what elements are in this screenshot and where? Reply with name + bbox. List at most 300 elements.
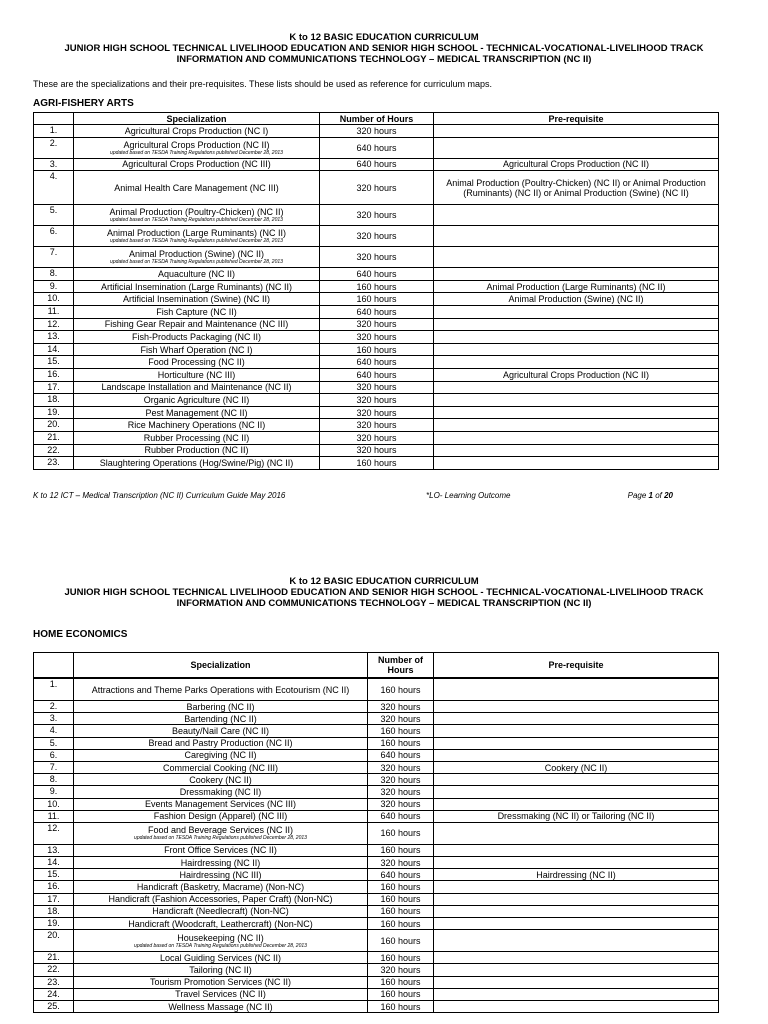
row-number: 18. bbox=[34, 394, 74, 407]
hours-cell: 640 hours bbox=[368, 869, 434, 881]
specialization-label: Dressmaking (NC II) bbox=[179, 786, 262, 797]
row-number: 7. bbox=[34, 761, 74, 773]
prerequisite-cell bbox=[434, 431, 719, 444]
header-subtitle: JUNIOR HIGH SCHOOL TECHNICAL LIVELIHOOD EDUCATION AND SENIOR HIGH SCHOOL - TECHNICAL-VOCATIONAL-LIVELIHOOD TRACK bbox=[64, 587, 704, 598]
row-number: 14. bbox=[34, 857, 74, 869]
table-row bbox=[34, 844, 719, 856]
specialization-cell bbox=[74, 930, 368, 952]
hours-cell: 320 hours bbox=[320, 247, 434, 268]
prerequisite-cell bbox=[434, 305, 719, 318]
prerequisite-cell bbox=[434, 137, 719, 158]
specialization-cell bbox=[74, 869, 368, 881]
table-row bbox=[34, 749, 719, 761]
table-row bbox=[34, 381, 719, 394]
row-number: 25. bbox=[34, 1000, 74, 1012]
prerequisite-cell bbox=[434, 964, 719, 976]
hours-cell: 320 hours bbox=[368, 701, 434, 713]
hours-cell: 320 hours bbox=[320, 318, 434, 331]
table-row bbox=[34, 444, 719, 457]
specialization-cell bbox=[74, 331, 320, 344]
prerequisite-cell: Animal Production (Swine) (NC II) bbox=[434, 293, 719, 306]
specialization-label: Front Office Services (NC II) bbox=[164, 845, 277, 856]
prerequisite-cell bbox=[434, 381, 719, 394]
specialization-cell bbox=[74, 774, 368, 786]
hours-cell: 320 hours bbox=[368, 964, 434, 976]
prerequisite-cell bbox=[434, 881, 719, 893]
header-track: INFORMATION AND COMMUNICATIONS TECHNOLOGY – MEDICAL TRANSCRIPTION (NC II) bbox=[176, 598, 592, 609]
tesda-update-note: updated based on TESDA Training Regulations published December 28, 2013 bbox=[110, 149, 283, 156]
table-row bbox=[34, 331, 719, 344]
specialization-label: Aquaculture (NC II) bbox=[157, 268, 236, 279]
tesda-update-note: updated based on TESDA Training Regulations published December 28, 2013 bbox=[134, 835, 307, 842]
table-row bbox=[34, 368, 719, 381]
specialization-cell bbox=[74, 205, 320, 226]
specialization-label: Handicraft (Fashion Accessories, Paper Craft) (Non-NC) bbox=[108, 894, 333, 905]
hours-header-line1: Number of bbox=[378, 655, 423, 665]
prerequisite-cell bbox=[434, 737, 719, 749]
prerequisite-cell bbox=[434, 701, 719, 713]
table-row bbox=[34, 1000, 719, 1012]
prerequisite-cell bbox=[434, 905, 719, 917]
prerequisite-cell bbox=[434, 749, 719, 761]
prerequisite-cell bbox=[434, 822, 719, 844]
row-number: 5. bbox=[34, 205, 74, 226]
specialization-label: Rice Machinery Operations (NC II) bbox=[127, 420, 266, 431]
table-row bbox=[34, 305, 719, 318]
specialization-cell bbox=[74, 457, 320, 470]
table-row bbox=[34, 988, 719, 1000]
footer-lo-note: *LO- Learning Outcome bbox=[426, 491, 511, 500]
hours-cell: 320 hours bbox=[320, 171, 434, 205]
row-number: 20. bbox=[34, 419, 74, 432]
prerequisite-cell: Agricultural Crops Production (NC II) bbox=[434, 158, 719, 171]
table-row bbox=[34, 318, 719, 331]
page-gap bbox=[0, 540, 768, 572]
hours-cell: 320 hours bbox=[368, 774, 434, 786]
tesda-update-note: updated based on TESDA Training Regulations published December 28, 2013 bbox=[110, 217, 283, 224]
hours-cell: 160 hours bbox=[368, 930, 434, 952]
table-row bbox=[34, 431, 719, 444]
specialization-cell bbox=[74, 1000, 368, 1012]
specialization-cell bbox=[74, 678, 368, 701]
hours-cell: 160 hours bbox=[368, 893, 434, 905]
prerequisite-cell bbox=[434, 419, 719, 432]
specialization-cell bbox=[74, 810, 368, 822]
specialization-label: Fish Capture (NC II) bbox=[156, 306, 237, 317]
table-row bbox=[34, 952, 719, 964]
prerequisite-cell: Agricultural Crops Production (NC II) bbox=[434, 368, 719, 381]
specialization-label: Fishing Gear Repair and Maintenance (NC III) bbox=[104, 319, 289, 330]
prerequisite-cell bbox=[434, 918, 719, 930]
row-number: 21. bbox=[34, 431, 74, 444]
specialization-cell bbox=[74, 125, 320, 138]
hours-cell: 160 hours bbox=[368, 725, 434, 737]
specialization-cell bbox=[74, 406, 320, 419]
specialization-label: Rubber Processing (NC II) bbox=[143, 432, 250, 443]
specialization-cell bbox=[74, 158, 320, 171]
agri-table bbox=[33, 112, 719, 470]
row-number: 23. bbox=[34, 976, 74, 988]
row-number: 7. bbox=[34, 247, 74, 268]
table-row bbox=[34, 713, 719, 725]
prerequisite-cell bbox=[434, 331, 719, 344]
specialization-cell bbox=[74, 905, 368, 917]
specialization-label: Handicraft (Needlecraft) (Non-NC) bbox=[152, 906, 289, 917]
table-row bbox=[34, 247, 719, 268]
row-number: 11. bbox=[34, 810, 74, 822]
specialization-cell bbox=[74, 394, 320, 407]
table-row bbox=[34, 869, 719, 881]
hours-cell: 160 hours bbox=[368, 881, 434, 893]
page-total: 20 bbox=[664, 491, 673, 500]
table-row bbox=[34, 137, 719, 158]
prerequisite-cell bbox=[434, 844, 719, 856]
specialization-cell bbox=[74, 226, 320, 247]
row-number: 4. bbox=[34, 725, 74, 737]
specialization-label: Hairdressing (NC III) bbox=[179, 869, 262, 880]
specialization-label: Events Management Services (NC III) bbox=[144, 799, 297, 810]
prerequisite-cell bbox=[434, 125, 719, 138]
prerequisite-cell bbox=[434, 205, 719, 226]
row-number: 18. bbox=[34, 905, 74, 917]
hours-cell: 160 hours bbox=[368, 918, 434, 930]
table-header-row bbox=[34, 113, 719, 125]
specialization-label: Cookery (NC II) bbox=[189, 774, 252, 785]
row-number: 6. bbox=[34, 226, 74, 247]
col-header-hours bbox=[368, 653, 434, 679]
table-row bbox=[34, 205, 719, 226]
specialization-cell bbox=[74, 798, 368, 810]
row-number: 23. bbox=[34, 457, 74, 470]
specialization-cell bbox=[74, 844, 368, 856]
hours-cell: 160 hours bbox=[368, 844, 434, 856]
specialization-label: Rubber Production (NC II) bbox=[144, 445, 249, 456]
table-row bbox=[34, 786, 719, 798]
specialization-cell bbox=[74, 918, 368, 930]
page-of: of bbox=[652, 491, 665, 500]
tesda-update-note: updated based on TESDA Training Regulations published December 28, 2013 bbox=[110, 238, 283, 245]
specialization-label: Tourism Promotion Services (NC II) bbox=[149, 977, 292, 988]
prerequisite-cell bbox=[434, 268, 719, 281]
specialization-label: Pest Management (NC II) bbox=[145, 407, 248, 418]
prerequisite-cell bbox=[434, 857, 719, 869]
table-row bbox=[34, 905, 719, 917]
prerequisite-cell bbox=[434, 713, 719, 725]
specialization-label: Horticulture (NC III) bbox=[157, 369, 236, 380]
row-number: 14. bbox=[34, 343, 74, 356]
specialization-cell bbox=[74, 893, 368, 905]
table-row bbox=[34, 125, 719, 138]
prerequisite-cell bbox=[434, 406, 719, 419]
specialization-label: Local Guiding Services (NC II) bbox=[159, 952, 282, 963]
hours-cell: 320 hours bbox=[320, 331, 434, 344]
page-header bbox=[0, 0, 768, 65]
row-number: 8. bbox=[34, 268, 74, 281]
specialization-cell bbox=[74, 988, 368, 1000]
hours-cell: 160 hours bbox=[320, 293, 434, 306]
prerequisite-cell bbox=[434, 976, 719, 988]
row-number: 4. bbox=[34, 171, 74, 205]
row-number: 20. bbox=[34, 930, 74, 952]
table-header-row bbox=[34, 653, 719, 679]
specialization-cell bbox=[74, 713, 368, 725]
specialization-label: Agricultural Crops Production (NC I) bbox=[124, 125, 269, 136]
hours-cell: 160 hours bbox=[368, 976, 434, 988]
hours-cell: 160 hours bbox=[320, 280, 434, 293]
tesda-update-note: updated based on TESDA Training Regulations published December 28, 2013 bbox=[110, 259, 283, 266]
row-number: 22. bbox=[34, 964, 74, 976]
specialization-cell bbox=[74, 857, 368, 869]
specialization-label: Agricultural Crops Production (NC III) bbox=[122, 159, 271, 170]
col-header-number bbox=[34, 113, 74, 125]
hours-cell: 160 hours bbox=[320, 343, 434, 356]
row-number: 5. bbox=[34, 737, 74, 749]
specialization-cell bbox=[74, 737, 368, 749]
specialization-cell bbox=[74, 964, 368, 976]
prerequisite-cell bbox=[434, 356, 719, 369]
row-number: 1. bbox=[34, 678, 74, 701]
section-title-home: HOME ECONOMICS bbox=[33, 629, 128, 640]
row-number: 16. bbox=[34, 881, 74, 893]
row-number: 12. bbox=[34, 822, 74, 844]
specialization-label: Bread and Pastry Production (NC II) bbox=[148, 738, 293, 749]
hours-cell: 160 hours bbox=[368, 737, 434, 749]
specialization-label: Barbering (NC II) bbox=[186, 701, 255, 712]
table-row bbox=[34, 930, 719, 952]
row-number: 21. bbox=[34, 952, 74, 964]
prerequisite-cell: Animal Production (Poultry-Chicken) (NC II) or Animal Production (Ruminants) (NC II) or Animal Production (Swine) (NC II) bbox=[434, 171, 719, 205]
table-row bbox=[34, 678, 719, 701]
row-number: 16. bbox=[34, 368, 74, 381]
specialization-label: Bartending (NC II) bbox=[184, 713, 257, 724]
specialization-label: Beauty/Nail Care (NC II) bbox=[171, 725, 270, 736]
row-number: 12. bbox=[34, 318, 74, 331]
col-header-prerequisite: Pre-requisite bbox=[434, 113, 719, 125]
hours-cell: 640 hours bbox=[368, 810, 434, 822]
row-number: 3. bbox=[34, 713, 74, 725]
header-subtitle: JUNIOR HIGH SCHOOL TECHNICAL LIVELIHOOD EDUCATION AND SENIOR HIGH SCHOOL - TECHNICAL-VOCATIONAL-LIVELIHOOD TRACK bbox=[64, 43, 704, 54]
hours-cell: 160 hours bbox=[368, 905, 434, 917]
hours-header-line2: Hours bbox=[387, 665, 414, 675]
specialization-label: Artificial Insemination (Swine) (NC II) bbox=[122, 294, 271, 305]
hours-cell: 640 hours bbox=[320, 268, 434, 281]
hours-cell: 320 hours bbox=[320, 419, 434, 432]
specialization-label: Food and Beverage Services (NC II) bbox=[147, 825, 294, 836]
row-number: 9. bbox=[34, 786, 74, 798]
specialization-cell bbox=[74, 368, 320, 381]
page-prefix: Page bbox=[627, 491, 649, 500]
specialization-cell bbox=[74, 305, 320, 318]
hours-cell: 160 hours bbox=[368, 678, 434, 701]
specialization-cell bbox=[74, 343, 320, 356]
table-row bbox=[34, 280, 719, 293]
specialization-label: Handicraft (Basketry, Macrame) (Non-NC) bbox=[136, 882, 305, 893]
hours-cell: 160 hours bbox=[368, 988, 434, 1000]
specialization-cell bbox=[74, 137, 320, 158]
hours-cell: 320 hours bbox=[320, 394, 434, 407]
specialization-cell bbox=[74, 761, 368, 773]
row-number: 15. bbox=[34, 869, 74, 881]
table-row bbox=[34, 725, 719, 737]
hours-cell: 320 hours bbox=[368, 713, 434, 725]
specialization-cell bbox=[74, 725, 368, 737]
specialization-cell bbox=[74, 881, 368, 893]
hours-cell: 320 hours bbox=[320, 381, 434, 394]
row-number: 3. bbox=[34, 158, 74, 171]
prerequisite-cell bbox=[434, 394, 719, 407]
specialization-label: Agricultural Crops Production (NC II) bbox=[123, 139, 270, 150]
table-row bbox=[34, 343, 719, 356]
hours-cell: 320 hours bbox=[320, 431, 434, 444]
col-header-prerequisite: Pre-requisite bbox=[434, 653, 719, 679]
specialization-cell bbox=[74, 171, 320, 205]
prerequisite-cell bbox=[434, 988, 719, 1000]
specialization-label: Travel Services (NC II) bbox=[175, 989, 266, 1000]
specialization-cell bbox=[74, 293, 320, 306]
hours-cell: 640 hours bbox=[368, 749, 434, 761]
specialization-label: Slaughtering Operations (Hog/Swine/Pig) (NC II) bbox=[99, 457, 294, 468]
specialization-label: Animal Production (Large Ruminants) (NC II) bbox=[106, 228, 287, 239]
row-number: 15. bbox=[34, 356, 74, 369]
specialization-label: Fish-Products Packaging (NC II) bbox=[131, 331, 262, 342]
specialization-label: Attractions and Theme Parks Operations with Ecotourism (NC II) bbox=[91, 684, 350, 695]
prerequisite-cell bbox=[434, 798, 719, 810]
specialization-label: Artificial Insemination (Large Ruminants) (NC II) bbox=[100, 281, 293, 292]
col-header-number bbox=[34, 653, 74, 679]
row-number: 22. bbox=[34, 444, 74, 457]
table-row bbox=[34, 701, 719, 713]
table-row bbox=[34, 419, 719, 432]
hours-cell: 320 hours bbox=[368, 786, 434, 798]
hours-cell: 160 hours bbox=[320, 457, 434, 470]
specialization-cell bbox=[74, 952, 368, 964]
table-row bbox=[34, 394, 719, 407]
prerequisite-cell: Dressmaking (NC II) or Tailoring (NC II) bbox=[434, 810, 719, 822]
specialization-label: Wellness Massage (NC II) bbox=[168, 1001, 273, 1012]
prerequisite-cell bbox=[434, 318, 719, 331]
specialization-label: Fashion Design (Apparel) (NC III) bbox=[153, 811, 288, 822]
table-row bbox=[34, 761, 719, 773]
table-row bbox=[34, 268, 719, 281]
footer-page-number bbox=[628, 491, 673, 500]
specialization-label: Handicraft (Woodcraft, Leathercraft) (Non-NC) bbox=[128, 918, 313, 929]
table-row bbox=[34, 810, 719, 822]
row-number: 11. bbox=[34, 305, 74, 318]
hours-cell: 320 hours bbox=[320, 406, 434, 419]
table-row bbox=[34, 774, 719, 786]
row-number: 13. bbox=[34, 331, 74, 344]
specialization-label: Animal Production (Swine) (NC II) bbox=[128, 249, 265, 260]
specialization-cell bbox=[74, 431, 320, 444]
hours-cell: 320 hours bbox=[320, 226, 434, 247]
col-header-specialization: Specialization bbox=[74, 113, 320, 125]
specialization-label: Fish Wharf Operation (NC I) bbox=[140, 344, 253, 355]
row-number: 19. bbox=[34, 918, 74, 930]
row-number: 10. bbox=[34, 293, 74, 306]
hours-cell: 320 hours bbox=[368, 798, 434, 810]
table-row bbox=[34, 737, 719, 749]
table-row bbox=[34, 457, 719, 470]
prerequisite-cell: Hairdressing (NC II) bbox=[434, 869, 719, 881]
hours-cell: 640 hours bbox=[320, 137, 434, 158]
table-row bbox=[34, 798, 719, 810]
specialization-cell bbox=[74, 822, 368, 844]
prerequisite-cell bbox=[434, 952, 719, 964]
row-number: 13. bbox=[34, 844, 74, 856]
page-header bbox=[0, 572, 768, 609]
prerequisite-cell bbox=[434, 1000, 719, 1012]
hours-cell: 160 hours bbox=[368, 822, 434, 844]
specialization-cell bbox=[74, 318, 320, 331]
prerequisite-cell bbox=[434, 893, 719, 905]
document-page-2 bbox=[0, 572, 768, 1024]
specialization-cell bbox=[74, 356, 320, 369]
row-number: 10. bbox=[34, 798, 74, 810]
home-table bbox=[33, 652, 719, 1013]
row-number: 19. bbox=[34, 406, 74, 419]
row-number: 17. bbox=[34, 893, 74, 905]
prerequisite-cell: Cookery (NC II) bbox=[434, 761, 719, 773]
table-row bbox=[34, 918, 719, 930]
specialization-cell bbox=[74, 247, 320, 268]
footer-guide-title: K to 12 ICT – Medical Transcription (NC II) Curriculum Guide May 2016 bbox=[33, 491, 286, 500]
hours-cell: 160 hours bbox=[368, 1000, 434, 1012]
col-header-specialization: Specialization bbox=[74, 653, 368, 679]
specialization-label: Food Processing (NC II) bbox=[148, 357, 245, 368]
specialization-label: Organic Agriculture (NC II) bbox=[143, 394, 250, 405]
col-header-hours: Number of Hours bbox=[320, 113, 434, 125]
row-number: 1. bbox=[34, 125, 74, 138]
specialization-cell bbox=[74, 280, 320, 293]
section-title-agri: AGRI-FISHERY ARTS bbox=[33, 98, 134, 109]
table-row bbox=[34, 964, 719, 976]
prerequisite-cell bbox=[434, 774, 719, 786]
table-row bbox=[34, 158, 719, 171]
prerequisite-cell bbox=[434, 678, 719, 701]
prerequisite-cell bbox=[434, 226, 719, 247]
table-row bbox=[34, 406, 719, 419]
specialization-label: Tailoring (NC II) bbox=[189, 964, 252, 975]
row-number: 8. bbox=[34, 774, 74, 786]
specialization-cell bbox=[74, 976, 368, 988]
table-row bbox=[34, 976, 719, 988]
prerequisite-cell: Animal Production (Large Ruminants) (NC II) bbox=[434, 280, 719, 293]
specialization-label: Animal Production (Poultry-Chicken) (NC II) bbox=[109, 207, 284, 218]
row-number: 17. bbox=[34, 381, 74, 394]
specialization-cell bbox=[74, 701, 368, 713]
page-num: 1 bbox=[648, 491, 653, 500]
hours-cell: 640 hours bbox=[320, 305, 434, 318]
prerequisite-cell bbox=[434, 457, 719, 470]
hours-cell: 640 hours bbox=[320, 368, 434, 381]
table-row bbox=[34, 226, 719, 247]
prerequisite-cell bbox=[434, 343, 719, 356]
hours-cell: 640 hours bbox=[320, 158, 434, 171]
tesda-update-note: updated based on TESDA Training Regulations published December 28, 2013 bbox=[134, 942, 307, 949]
row-number: 6. bbox=[34, 749, 74, 761]
specialization-label: Caregiving (NC II) bbox=[184, 750, 257, 761]
prerequisite-cell bbox=[434, 444, 719, 457]
table-row bbox=[34, 857, 719, 869]
header-title: K to 12 BASIC EDUCATION CURRICULUM bbox=[289, 32, 479, 43]
hours-cell: 640 hours bbox=[320, 356, 434, 369]
table-row bbox=[34, 822, 719, 844]
specialization-label: Housekeeping (NC II) bbox=[177, 932, 264, 943]
specialization-label: Commercial Cooking (NC III) bbox=[162, 762, 279, 773]
table-row bbox=[34, 893, 719, 905]
table-row bbox=[34, 881, 719, 893]
table-row bbox=[34, 356, 719, 369]
